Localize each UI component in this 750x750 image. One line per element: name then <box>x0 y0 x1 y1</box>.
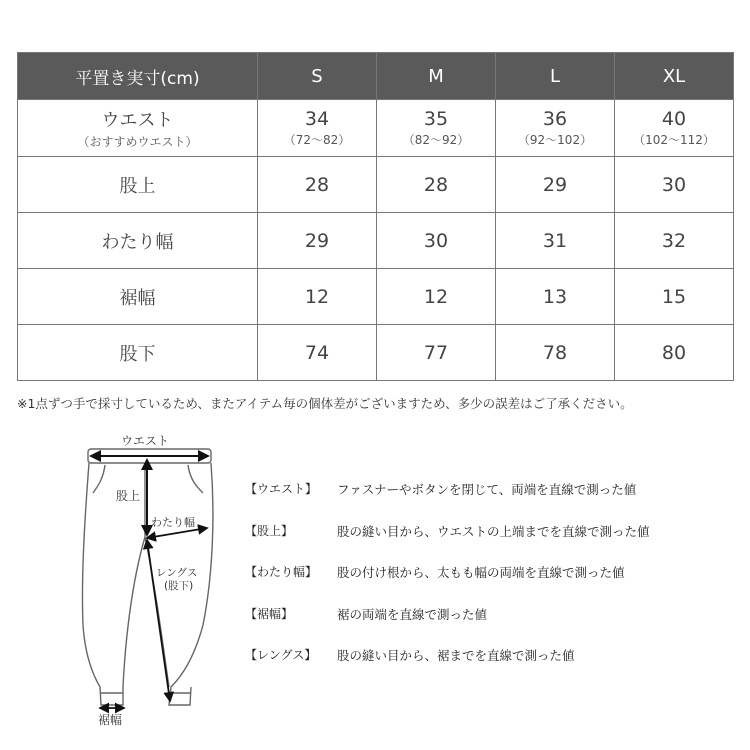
header-cell-xl: XL <box>615 53 734 100</box>
table-row <box>18 325 734 381</box>
hem-label: 裾幅 <box>98 713 123 727</box>
legend-term: 【裾幅】 <box>245 606 294 621</box>
legend-term: 【レングス】 <box>245 648 317 662</box>
value-cell <box>496 100 615 157</box>
value-cell: 29 <box>496 157 615 213</box>
legend-term: 【ウエスト】 <box>245 482 318 496</box>
measurement-note: ※1点ずつ手で採寸しているため、またアイテム毎の個体差がございますため、多少の誤差はご了承ください。 <box>17 396 633 411</box>
size-table <box>17 52 734 381</box>
legend-item <box>245 522 745 564</box>
table-header-row <box>18 53 734 100</box>
table-row <box>18 157 734 213</box>
legend-term: 【股上】 <box>245 523 294 538</box>
value-cell <box>258 100 377 157</box>
value-cell: 74 <box>258 325 377 381</box>
legend-desc: ファスナーやボタンを閉じて、両端を直線で測った値 <box>337 482 637 497</box>
length-sub-label: (股下) <box>164 580 194 592</box>
value-cell: 12 <box>377 269 496 325</box>
length-label: レングス <box>156 567 198 579</box>
pants-diagram <box>75 425 245 735</box>
value-cell: 30 <box>615 157 734 213</box>
value-cell: 29 <box>258 213 377 269</box>
header-cell-m: M <box>377 53 496 100</box>
row-label: ウエスト <box>101 110 174 131</box>
value-cell: 31 <box>496 213 615 269</box>
value-cell: 28 <box>377 157 496 213</box>
table-row <box>18 269 734 325</box>
value-cell: 15 <box>615 269 734 325</box>
value-cell: 80 <box>615 325 734 381</box>
legend-desc: 股の縫い目から、ウエストの上端までを直線で測った値 <box>337 523 650 539</box>
table-row <box>18 213 734 269</box>
value-cell: 32 <box>615 213 734 269</box>
measurement-legend <box>245 480 745 688</box>
thigh-arrow <box>147 528 207 538</box>
row-label: わたり幅 <box>18 213 258 269</box>
legend-desc: 裾の両端を直線で測った値 <box>337 606 488 622</box>
value: 40 <box>661 108 687 130</box>
subvalue: （82～92） <box>402 133 470 147</box>
legend-item <box>245 646 745 688</box>
header-cell-s: S <box>258 53 377 100</box>
value-cell: 30 <box>377 213 496 269</box>
length-arrow <box>147 540 170 701</box>
value-cell <box>377 100 496 157</box>
rise-label: 股上 <box>116 489 141 503</box>
subvalue: （102～112） <box>633 133 715 147</box>
row-label: 股上 <box>18 157 258 213</box>
legend-desc: 股の縫い目から、裾までを直線で測った値 <box>337 648 575 663</box>
header-cell-measure: 平置き実寸(cm) <box>18 53 258 100</box>
value-cell: 78 <box>496 325 615 381</box>
table-row <box>18 100 734 157</box>
row-label-cell <box>18 100 258 157</box>
legend-item <box>245 563 745 605</box>
row-label: 裾幅 <box>18 269 258 325</box>
header-cell-l: L <box>496 53 615 100</box>
legend-item <box>245 605 745 647</box>
value-cell: 77 <box>377 325 496 381</box>
value-cell: 13 <box>496 269 615 325</box>
legend-desc: 股の付け根から、太もも幅の両端を直線で測った値 <box>337 565 625 580</box>
legend-item <box>245 480 745 522</box>
value-cell: 12 <box>258 269 377 325</box>
subvalue: （72～82） <box>283 133 351 147</box>
value-cell: 28 <box>258 157 377 213</box>
value: 35 <box>423 108 449 130</box>
subvalue: （92～102） <box>517 133 593 147</box>
value: 36 <box>542 108 568 130</box>
value-cell <box>615 100 734 157</box>
row-sublabel: （おすすめウエスト） <box>77 135 198 149</box>
value: 34 <box>304 108 330 130</box>
legend-term: 【わたり幅】 <box>245 565 318 579</box>
thigh-label: わたり幅 <box>151 516 195 529</box>
row-label: 股下 <box>18 325 258 381</box>
waist-label: ウエスト <box>121 434 170 448</box>
